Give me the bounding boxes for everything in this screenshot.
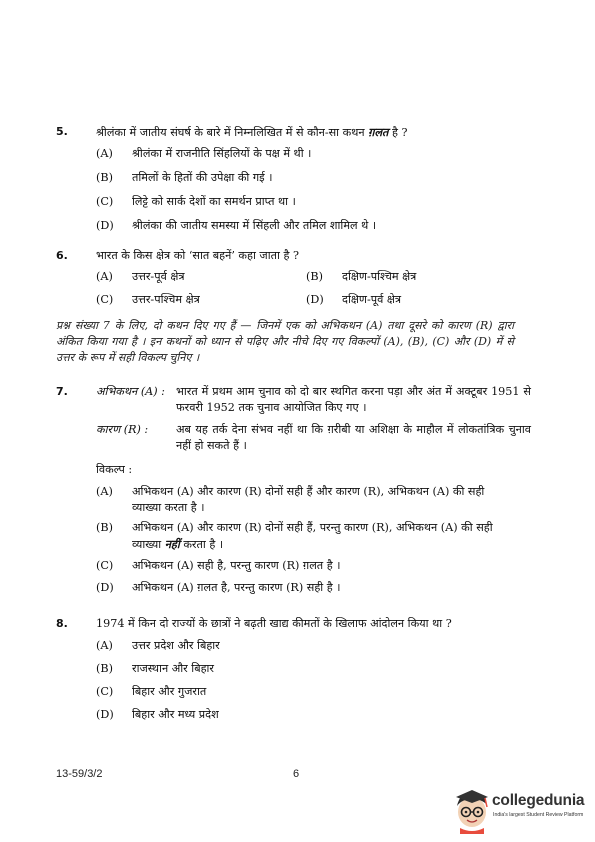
question-number: 5. bbox=[56, 125, 68, 138]
logo-wordmark: collegedunia bbox=[492, 792, 585, 809]
question-number: 8. bbox=[56, 617, 68, 630]
question-text: श्रीलंका में जातीय संघर्ष के बारे में निम्नलिखित में से कौन-सा कथन ग़लत है ? bbox=[96, 125, 408, 139]
reason-label: कारण (R) : bbox=[96, 423, 149, 436]
instruction-text: प्रश्न संख्या 7 के लिए, दो कथन दिए गए हैं — जिनमें एक को अभिकथन (A) तथा दूसरे को कारण (R) द्वारा अंकित किया गया है । इन कथनों को ध्यान से पढ़िए और नीचे दिए गए विकल्पों (A), (B), (C) और (D) में से उत्तर के रूप में सही विकल्प चुनिए । bbox=[56, 319, 514, 364]
question-6: 6. भारत के किस क्षेत्र को ‘सात बहनें’ कहा जाता है ? (A) उत्तर-पूर्व क्षेत्र (B) दक्षिण-पश्चिम क्षेत्र (C) उत्तर-पश्चिम क्षेत्र (D) दक्षिण-पूर्व क्षेत्र bbox=[56, 248, 526, 308]
paper-code: 13-59/3/2 bbox=[56, 768, 103, 780]
assertion-text: भारत में प्रथम आम चुनाव को दो बार स्थगित करना पड़ा और अंत में अक्टूबर 1951 से फरवरी 1952 तक चुनाव आयोजित किए गए । bbox=[176, 385, 531, 414]
collegedunia-logo bbox=[452, 786, 592, 836]
question-number: 6. bbox=[56, 249, 68, 262]
student-mascot-icon bbox=[452, 788, 492, 834]
reason-text: अब यह तर्क देना संभव नहीं था कि ग़रीबी या अशिक्षा के माहौल में लोकतांत्रिक चुनाव नहीं हो सकते हैं । bbox=[176, 423, 531, 452]
question-number: 7. bbox=[56, 385, 68, 398]
question-7: 7. अभिकथन (A) : भारत में प्रथम आम चुनाव को दो बार स्थगित करना पड़ा और अंत में अक्टूबर 1951 से फरवरी 1952 तक चुनाव आयोजित किए गए । कारण (R) : अब यह तर्क देना संभव नहीं था कि ग़रीबी या अशिक्षा के माहौल में लोकतांत्रिक चुनाव नहीं हो सकते हैं । विकल्प : (A) अभिकथन (A) और कारण (R) दोनों सही हैं और कारण (R), अभिकथन (A) की सही व्याख्या करता है । (B) अभिकथन (A) और कारण (R) दोनों सही हैं, परन्तु कारण (R), अभिकथन (A) की सही व्याख्या नहीं करता है । (C) अभिकथन (A) सही है, परन्तु कारण (R) ग़लत है । (D) अभिकथन (A) ग़लत है, परन्तु कारण (R) सही है । bbox=[56, 385, 531, 594]
assertion bbox=[96, 384, 531, 418]
logo-tagline: India's largest Student Review Platform bbox=[493, 812, 584, 818]
question-text: भारत के किस क्षेत्र को ‘सात बहनें’ कहा जाता है ? bbox=[96, 249, 299, 262]
options-heading: विकल्प : bbox=[96, 463, 133, 476]
question-text: 1974 में किन दो राज्यों के छात्रों ने बढ़ती खाद्य कीमतों के खिलाफ आंदोलन किया था ? bbox=[96, 617, 452, 630]
emphasis-text: ग़लत bbox=[368, 125, 389, 139]
page-number: 6 bbox=[293, 768, 300, 780]
reason bbox=[96, 422, 531, 456]
question-8: 8. 1974 में किन दो राज्यों के छात्रों ने बढ़ती खाद्य कीमतों के खिलाफ आंदोलन किया था ? (A) उत्तर प्रदेश और बिहार (B) राजस्थान और बिहार (C) बिहार और गुजरात (D) बिहार और मध्य प्रदेश bbox=[56, 616, 526, 726]
assertion-label: अभिकथन (A) : bbox=[96, 385, 165, 398]
emphasis-text: नहीं bbox=[164, 537, 180, 551]
question-5: 5. श्रीलंका में जातीय संघर्ष के बारे में निम्नलिखित में से कौन-सा कथन ग़लत है ? (A) श्रीलंका में राजनीति सिंहलियों के पक्ष में थी । (B) तमिलों के हितों की उपेक्षा की गई । (C) लिट्टे को सार्क देशों का समर्थन प्राप्त था । (D) श्रीलंका की जातीय समस्या में सिंहली और तमिल शामिल थे । bbox=[56, 124, 526, 234]
